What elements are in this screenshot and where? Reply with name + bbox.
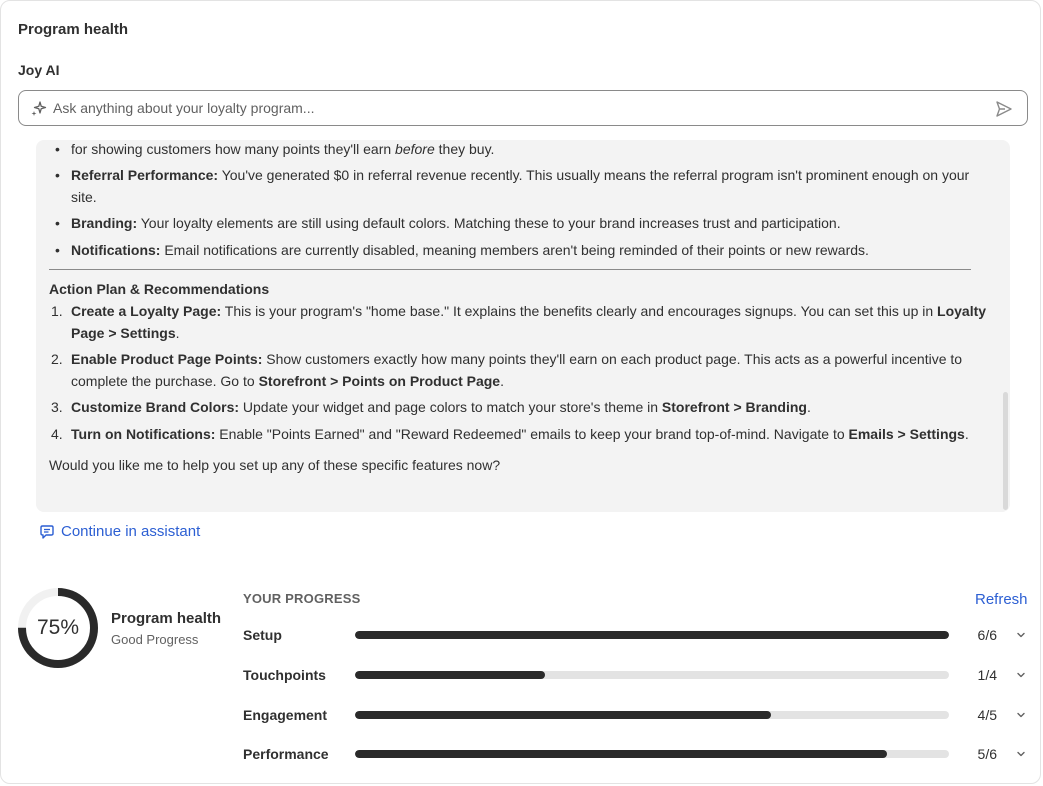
- progress-fill: [355, 631, 949, 639]
- continue-in-assistant-link[interactable]: [39, 523, 200, 540]
- progress-track: [355, 631, 949, 639]
- response-content: [49, 140, 990, 476]
- progress-row-touchpoints: [243, 664, 1033, 686]
- progress-count: 6/6: [977, 627, 997, 643]
- list-item: 3. Customize Brand Colors: Update your widget and page colors to match your store's theme in Storefront > Branding.: [51, 399, 811, 415]
- list-item: 2. Enable Product Page Points: Show customers exactly how many points they'll earn on each product page. This acts as a powerful incentive to complete the purchase. Go to Storefront > Points on Product Page.: [51, 351, 963, 389]
- ask-bar: [18, 90, 1028, 126]
- progress-label: Touchpoints: [243, 667, 326, 683]
- chevron-down-icon[interactable]: [1014, 628, 1028, 642]
- progress-track: [355, 711, 949, 719]
- response-scrollbar[interactable]: [1003, 392, 1008, 510]
- list-item: • Referral Performance: You've generated $0 in referral revenue recently. This usually means the referral program isn't prominent enough on your site.: [49, 164, 990, 208]
- progress-track: [355, 671, 949, 679]
- health-title: Program health: [111, 610, 222, 627]
- partial-line: • for showing customers how many points they'll earn before they buy.: [49, 140, 990, 160]
- continue-label: Continue in assistant: [61, 523, 201, 540]
- progress-count: 1/4: [977, 667, 997, 683]
- assistant-response[interactable]: [36, 140, 1010, 512]
- progress-row-performance: [243, 743, 1033, 765]
- chevron-down-icon[interactable]: [1014, 747, 1028, 761]
- sparkle-icon: [30, 100, 48, 118]
- closing-question: Would you like me to help you set up any of these specific features now?: [49, 457, 501, 473]
- chat-bubble-icon: [39, 524, 55, 540]
- page-title: Program health: [18, 21, 129, 38]
- joy-ai-heading: Joy AI: [18, 62, 60, 78]
- list-item: • Notifications: Email notifications are currently disabled, meaning members aren't being reminded of their points or new rewards.: [49, 239, 990, 261]
- progress-heading: YOUR PROGRESS: [243, 591, 361, 606]
- progress-label: Engagement: [243, 707, 328, 723]
- progress-count: 4/5: [977, 707, 997, 723]
- chevron-down-icon[interactable]: [1014, 708, 1028, 722]
- progress-track: [355, 750, 949, 758]
- progress-count: 5/6: [977, 746, 997, 762]
- progress-fill: [355, 671, 545, 679]
- health-status: Good Progress: [111, 632, 199, 647]
- progress-label: Setup: [243, 627, 282, 643]
- ask-input[interactable]: [53, 97, 983, 119]
- progress-row-setup: [243, 624, 1033, 646]
- progress-row-engagement: [243, 704, 1033, 726]
- section-heading: Action Plan & Recommendations: [49, 281, 270, 297]
- health-percent: 75%: [36, 616, 80, 639]
- divider: [49, 269, 971, 270]
- chevron-down-icon[interactable]: [1014, 668, 1028, 682]
- list-item: 4. Turn on Notifications: Enable "Points Earned" and "Reward Redeemed" emails to keep your brand top-of-mind. Navigate to Emails > Settings.: [51, 426, 969, 442]
- progress-fill: [355, 711, 771, 719]
- progress-label: Performance: [243, 746, 329, 762]
- send-icon[interactable]: [995, 100, 1013, 118]
- refresh-button[interactable]: Refresh: [975, 591, 1028, 608]
- list-item: • Branding: Your loyalty elements are still using default colors. Matching these to your brand increases trust and participation.: [49, 212, 990, 234]
- progress-fill: [355, 750, 887, 758]
- list-item: 1. Create a Loyalty Page: This is your program's "home base." It explains the benefits clearly and encourages signups. You can set this up in Loyalty Page > Settings.: [51, 303, 987, 341]
